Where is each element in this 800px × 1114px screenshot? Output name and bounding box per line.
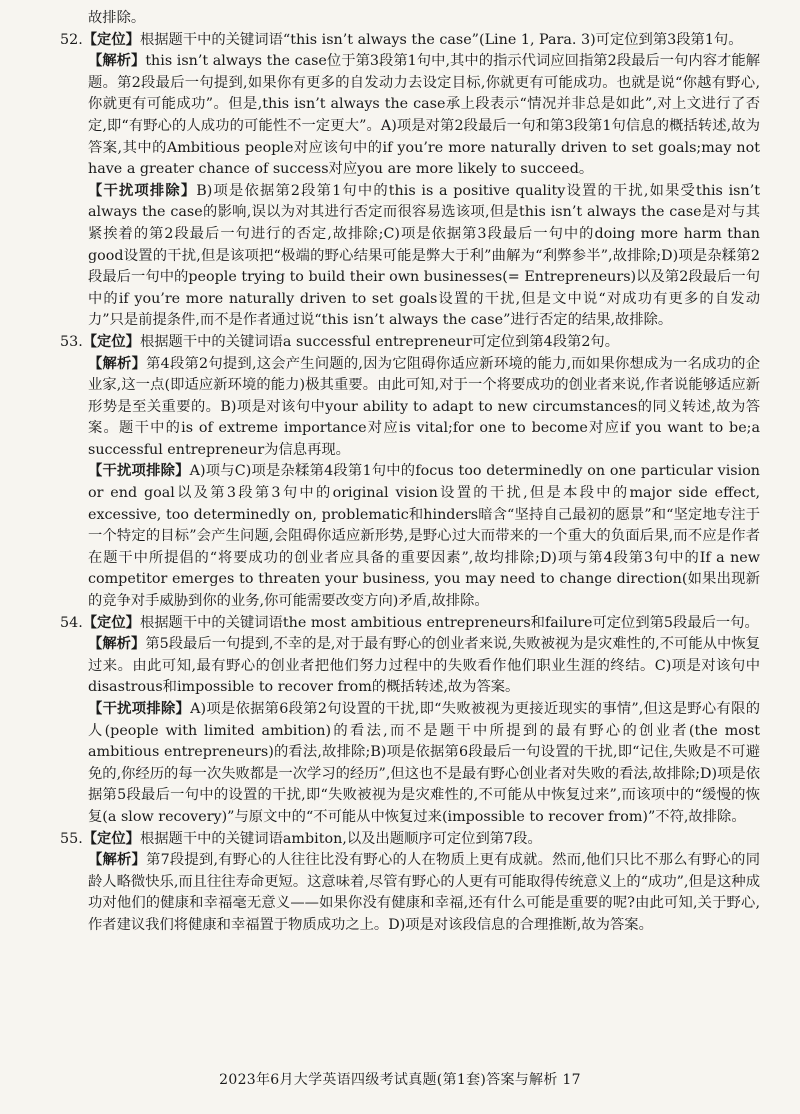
answer-53 — [58, 332, 760, 613]
analysis-tag: 【解析】 — [88, 636, 146, 653]
q53-distractor: 【干扰项排除】A)项与C)项是杂糅第4段第1句中的focus too determinedly on one particular vision or end goal以及第3段第3句中的original vision设置的干扰,但是本段中的major side effect, excessive, too determinedly on, problematic和hinders暗含“坚持自己最初的愿景”和“坚定地专注于一个特定的目标”会产生问题,会阻碍你适应新形势,是野心过大而带来的一个重大的负面后果,而不应是作者在题干中所提倡的“将要成功的创业者应具备的重要因素”,故均排除;D)项与第4段第3句中的If a new competitor emerges to threaten your business, you may need to change direction(如果出现新的竞争对手威胁到你的业务,你可能需要改变方向)矛盾,故排除。 — [88, 463, 761, 610]
answer-52 — [58, 30, 760, 332]
intro-line: 故排除。 — [88, 10, 146, 26]
distractor-tag: 【干扰项排除】 — [88, 701, 191, 717]
q53-location: 53.【定位】根据题干中的关键词语a successful entrepreneur可定位到第4段第2句。 — [60, 333, 620, 350]
q55-number: 55. — [60, 830, 83, 847]
location-tag: 【定位】 — [82, 31, 140, 48]
q52-location: 52.【定位】根据题干中的关键词语“this isn’t always the case”(Line 1, Para. 3)可定位到第3段第1句。 — [60, 31, 743, 48]
location-tag: 【定位】 — [82, 333, 140, 350]
q54-number: 54. — [60, 614, 83, 631]
q55-analysis: 【解析】第7段提到,有野心的人往往比没有野心的人在物质上更有成就。然而,他们只比不那么有野心的同龄人略微快乐,而且往往寿命更短。这意味着,尽管有野心的人更有可能取得传统意义上的“成功”,但是这种成功对他们的健康和幸福毫无意义——如果你没有健康和幸福,还有什么可能是重要的呢?由此可知,关于野心,作者建议我们将健康和幸福置于物质成功之上。D)项是对该段信息的合理推断,故为答案。 — [88, 852, 760, 933]
distractor-tag: 【干扰项排除】 — [88, 463, 190, 480]
answer-55 — [58, 829, 760, 937]
location-tag: 【定位】 — [82, 614, 140, 631]
page-footer: 2023年6月大学英语四级考试真题(第1套)答案与解析 17 — [219, 1072, 581, 1088]
distractor-tag: 【干扰项排除】 — [88, 182, 197, 199]
q52-number: 52. — [60, 31, 83, 48]
q53-analysis: 【解析】第4段第2句提到,这会产生问题的,因为它阻碍你适应新环境的能力,而如果你想成为一名成功的企业家,这一点(即适应新环境的能力)极其重要。由此可知,对于一个将要成功的创业者来说,作者说能够适应新形势是至关重要的。B)项是对该句中your ability to adapt to new circumstances的同义转述,故为答案。题干中的is of extreme importance对应is vital;for one to become对应if you want to be;a successful entrepreneur为信息再现。 — [88, 355, 761, 458]
q53-number: 53. — [60, 333, 83, 350]
q52-analysis: 【解析】this isn’t always the case位于第3段第1句中,其中的指示代词应回指第2段最后一句内容才能解题。第2段最后一句提到,如果你有更多的自发动力去设定目标,你就更有可能成功。也就是说“你越有野心,你就更有可能成功”。但是,this isn’t always the case承上段表示“情况并非总是如此”,对上文进行了否定,即“有野心的人成功的可能性不一定更大”。A)项是对第2段最后一句和第3段第1句信息的概括转述,故为答案,其中的Ambitious people对应该句中的if you’re more naturally driven to set goals;may not have a greater chance of success对应you are more likely to succeed。 — [88, 53, 760, 178]
answer-54 — [58, 613, 760, 829]
q54-distractor: 【干扰项排除】A)项是依据第6段第2句设置的干扰,即“失败被视为更接近现实的事情”,但这是野心有限的人(people with limited ambition)的看法,而不是题干中所提到的最有野心的创业者(the most ambitious entrepreneurs)的看法,故排除;B)项是依据第6段最后一句设置的干扰,即“记住,失败是不可避免的,你经历的每一次失败都是一次学习的经历”,但这也不是最有野心创业者对失败的看法,故排除;D)项是依据第5段最后一句中的设置的干扰,即“失败被视为是灾难性的,不可能从中恢复过来”,而该项中的“缓慢的恢复(a slow recovery)”与原文中的“不可能从中恢复过来(impossible to recover from)”不符,故排除。 — [88, 701, 760, 825]
analysis-tag: 【解析】 — [88, 852, 147, 869]
q55-location: 55.【定位】根据题干中的关键词语ambiton,以及出题顺序可定位到第7段。 — [60, 830, 542, 847]
location-tag: 【定位】 — [82, 830, 140, 847]
q54-location: 54.【定位】根据题干中的关键词语the most ambitious entrepreneurs和failure可定位到第5段最后一句。 — [60, 614, 759, 631]
q52-distractor: 【干扰项排除】B)项是依据第2段第1句中的this is a positive quality设置的干扰,如果受this isn’t always the case的影响,误以为对其进行否定而很容易选该项,但是this isn’t always the case是对与其紧挨着的第2段最后一句进行的否定,故排除;C)项是依据第3段最后一句中的doing more harm than good设置的干扰,但是该项把“极端的野心结果可能是弊大于利”曲解为“利弊参半”,故排除;D)项是杂糅第2段最后一句中的people trying to build their own businesses(= Entrepreneurs)以及第2段最后一句中的if you’re more naturally driven to set goals设置的干扰,但是文中说“对成功有更多的自发动力”只是前提条件,而不是作者通过说“this isn’t always the case”进行否定的结果,故排除。 — [88, 182, 760, 329]
q54-analysis: 【解析】第5段最后一句提到,不幸的是,对于最有野心的创业者来说,失败被视为是灾难性的,不可能从中恢复过来。由此可知,最有野心的创业者把他们努力过程中的失败看作他们职业生涯的终结。C)项是对该句中disastrous和impossible to recover from的概括转述,故为答案。 — [88, 636, 761, 696]
analysis-tag: 【解析】 — [88, 355, 147, 372]
analysis-tag: 【解析】 — [88, 53, 146, 70]
